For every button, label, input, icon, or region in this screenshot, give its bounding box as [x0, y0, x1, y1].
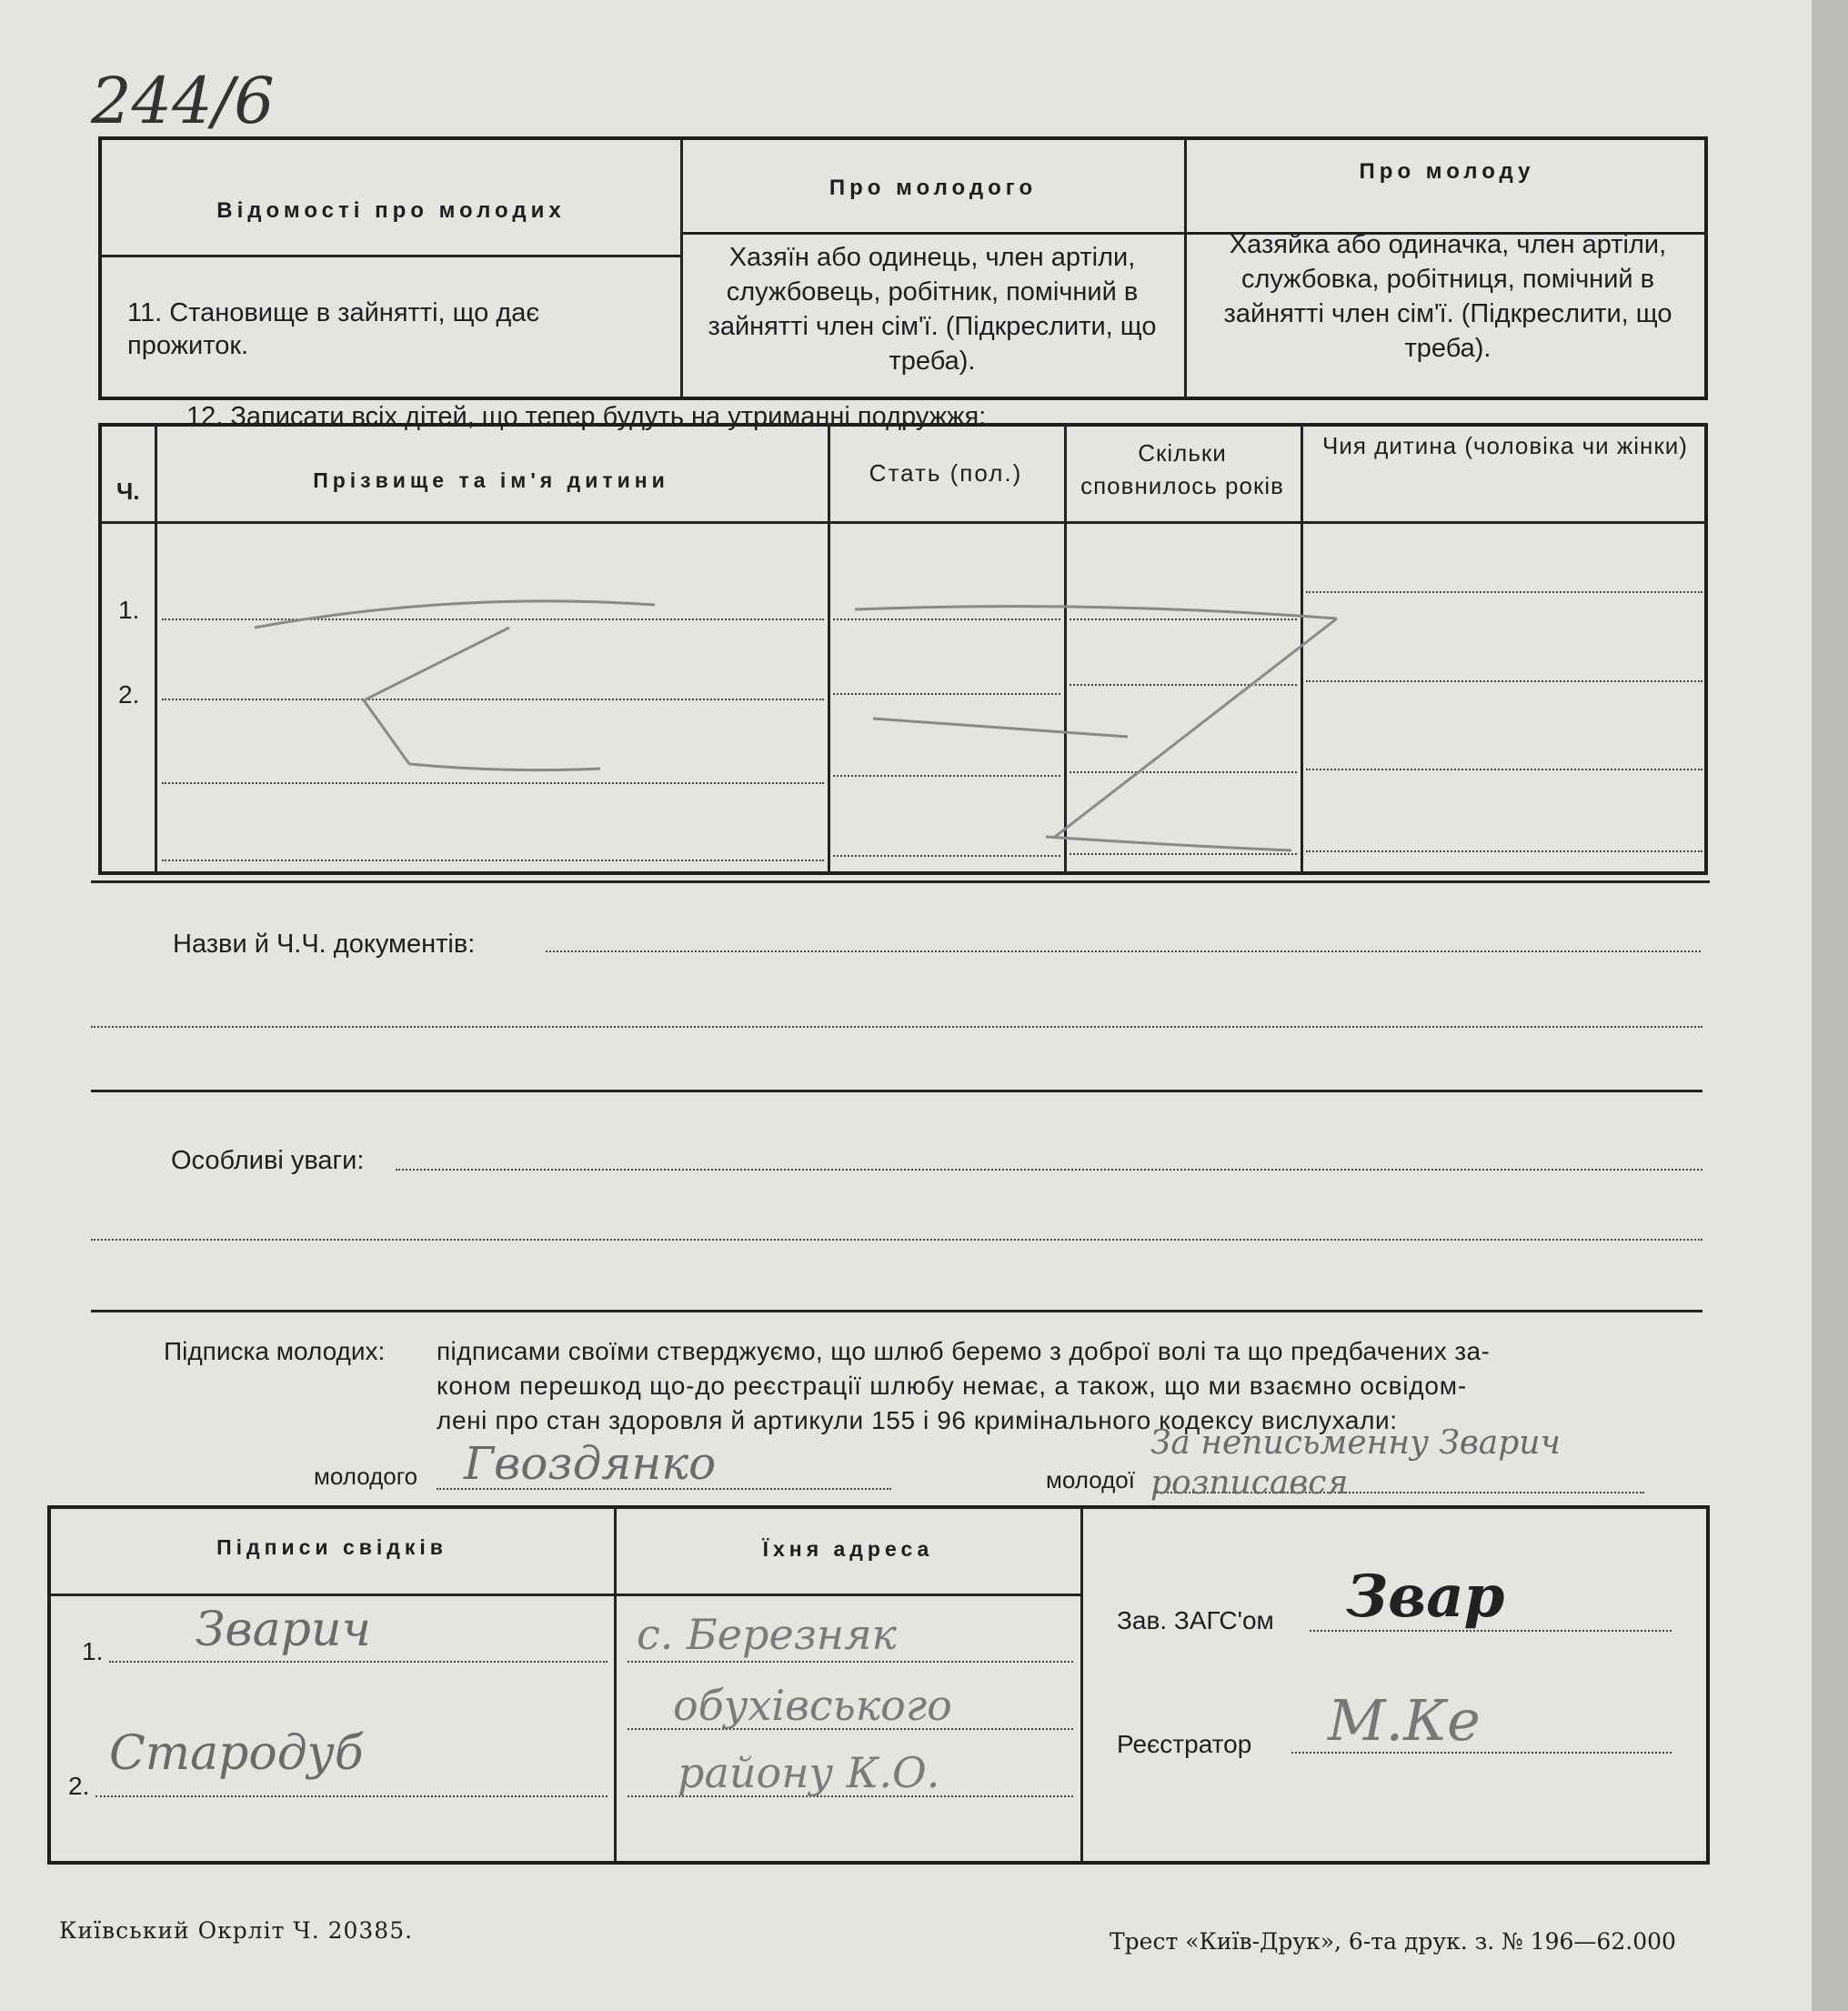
- witness-row-1-number: 1.: [82, 1637, 104, 1665]
- registrar-signature: М.Ке: [1328, 1687, 1481, 1754]
- remarks-field[interactable]: [396, 1169, 1702, 1171]
- bride-header: Про молоду: [1359, 159, 1535, 184]
- registrar-label: Реєстратор: [1117, 1730, 1252, 1758]
- groom-header: Про молодого: [829, 176, 1038, 200]
- occupation-question: 11. Становище в зайнятті, що дає прожиток.: [127, 298, 540, 360]
- bride-signature-label: молодої: [1046, 1466, 1135, 1493]
- witness-1-signature: Зварич: [196, 1603, 371, 1657]
- col-number: Ч.: [116, 478, 140, 505]
- children-section-title: 12. Записати всіх дітей, що тепер будуть на утриманні подружжя:: [186, 402, 987, 431]
- witness-2-field[interactable]: [95, 1795, 608, 1797]
- witness-1-field[interactable]: [109, 1661, 608, 1663]
- documents-field[interactable]: [546, 950, 1701, 952]
- child-row-1-number: 1.: [118, 596, 140, 624]
- col-sex: Стать (пол.): [869, 459, 1023, 487]
- cancel-strokes: [0, 0, 1848, 910]
- col-child-name: Прізвище та ім'я дитини: [313, 468, 669, 492]
- footer-right: Трест «Київ-Друк», 6-та друк. з. № 196—62.000: [1110, 1928, 1676, 1955]
- declaration-line-1: підписами своїми стверджуємо, що шлюб беремо з доброї волі та що предбачених за-: [437, 1337, 1491, 1365]
- declaration-line-2: коном перешкод що-до реєстрації шлюбу немає, а також, що ми взаємно освідом-: [437, 1372, 1467, 1400]
- zags-head-signature: Звар: [1346, 1563, 1505, 1631]
- declaration-line-3: лені про стан здоровля й артикули 155 і 96 кримінального кодексу вислухали:: [437, 1406, 1398, 1434]
- footer-left: Київський Окрліт Ч. 20385.: [59, 1917, 414, 1944]
- bride-occupation-options: Хазяйка або одиначка, член артіли, службовка, робітниця, помічний в зайнятті член сім'ї. (Підкреслити, що треба).: [1223, 230, 1672, 363]
- address-line-1: с. Березняк: [637, 1610, 898, 1659]
- witness-address-header: Їхня адреса: [762, 1537, 934, 1561]
- address-line-3: району К.О.: [678, 1748, 940, 1797]
- info-header: Відомості про молодих: [216, 198, 566, 223]
- documents-label: Назви й Ч.Ч. документів:: [173, 930, 476, 959]
- declaration-label: Підписка молодих:: [164, 1337, 386, 1365]
- zags-head-label: Зав. ЗАГС'ом: [1117, 1606, 1274, 1634]
- groom-signature: Гвоздянко: [464, 1437, 717, 1490]
- archive-number: 244/6: [91, 64, 275, 138]
- col-whose-child: Чия дитина (чоловіка чи жінки): [1322, 432, 1688, 459]
- witness-signatures-header: Підписи свідків: [216, 1535, 447, 1559]
- address-line-2: обухівського: [673, 1681, 952, 1730]
- remarks-label: Особливі уваги:: [171, 1146, 365, 1175]
- address-field-1[interactable]: [628, 1661, 1073, 1663]
- col-age: Скільки сповнилось років: [1080, 439, 1284, 499]
- witness-2-signature: Стародуб: [109, 1726, 364, 1781]
- child-row-2-number: 2.: [118, 680, 140, 709]
- witness-row-2-number: 2.: [68, 1772, 90, 1800]
- bride-signature: За неписьменну Зварич розписався: [1150, 1424, 1561, 1502]
- groom-signature-label: молодого: [314, 1463, 418, 1490]
- groom-occupation-options: Хазяїн або одинець, член артіли, службовець, робітник, помічний в зайнятті член сім'ї. (Підкреслити, що треба).: [708, 243, 1157, 376]
